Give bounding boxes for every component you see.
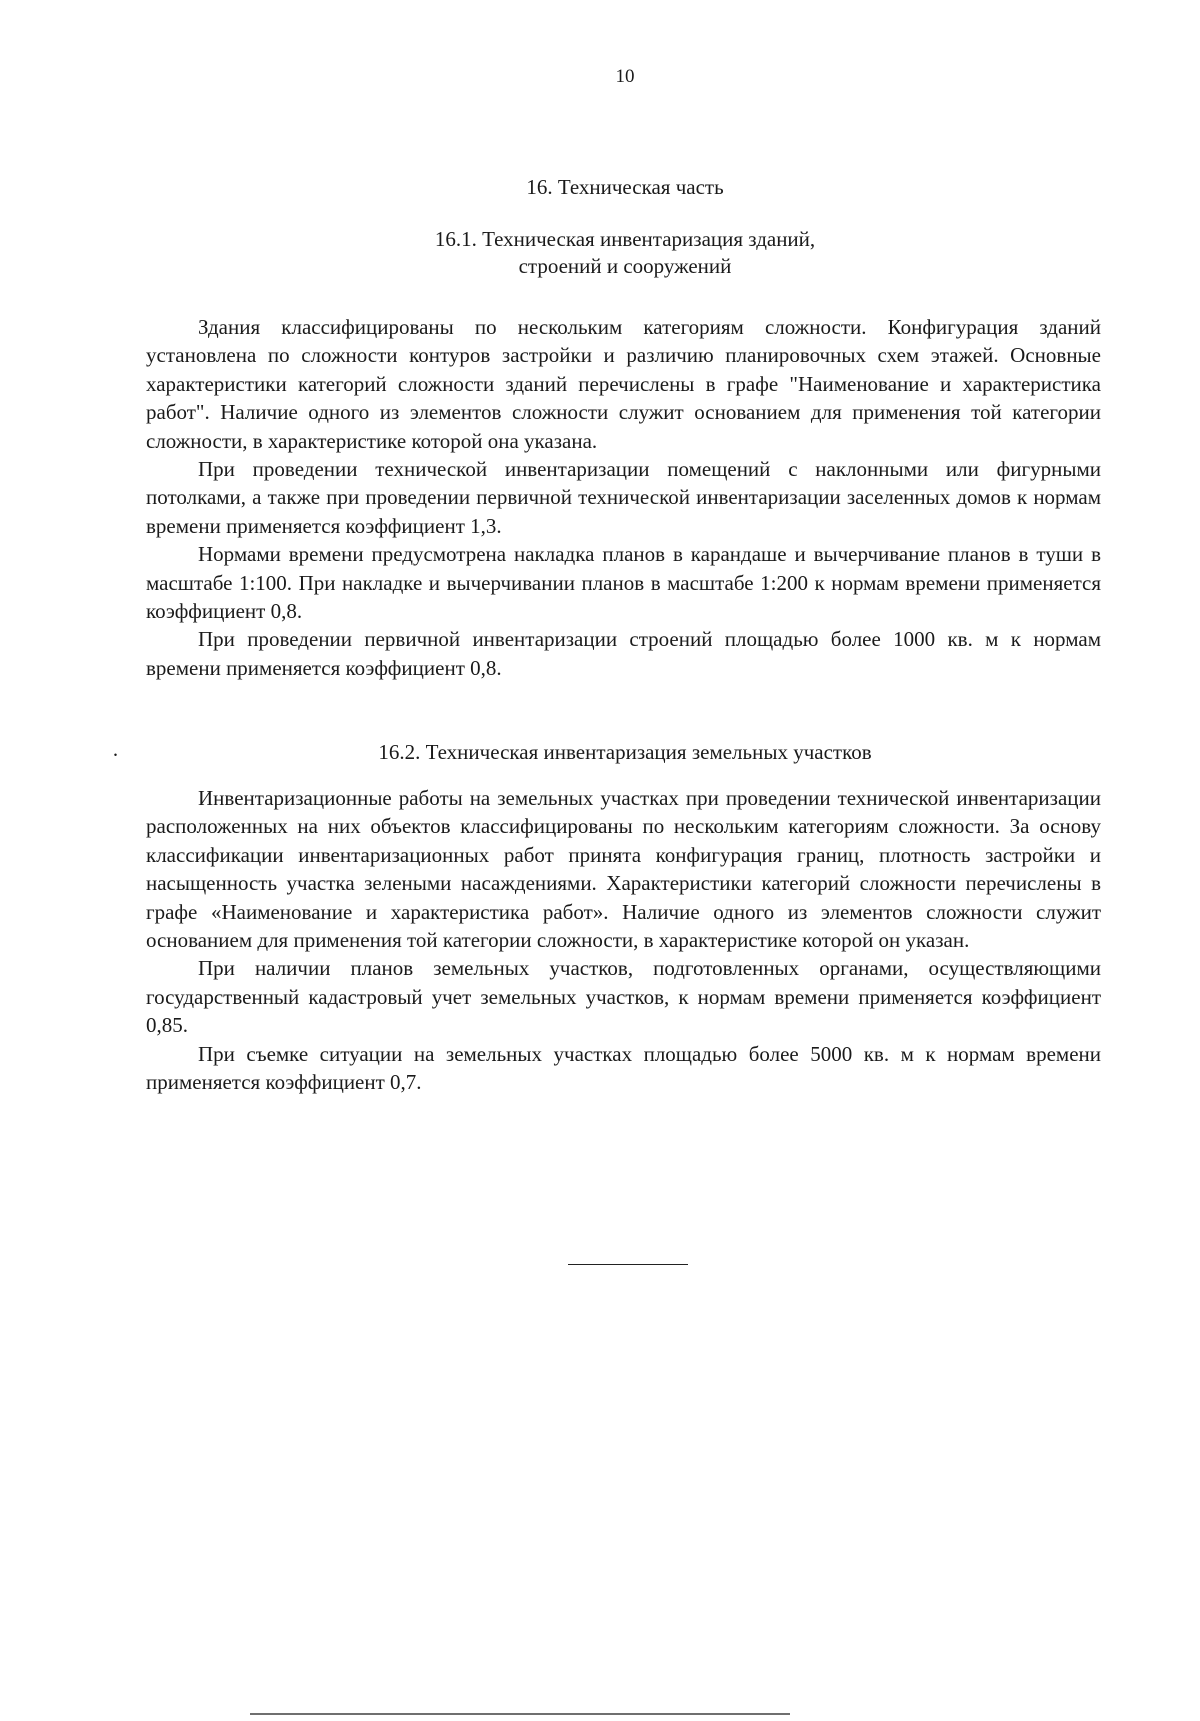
page-number: 10 bbox=[615, 66, 635, 87]
buildings-text-block bbox=[146, 313, 1101, 682]
paragraph: При наличии планов земельных участков, подготовленных органами, осуществляющими государственный кадастровый учет земельных участков, к нормам времени применяется коэффициент 0,85. bbox=[146, 956, 1101, 1038]
paragraph: Здания классифицированы по нескольким категориям сложности. Конфигурация зданий установлена по сложности контуров застройки и различию планировочных схем этажей. Основные характеристики категорий сложности зданий перечислены в графе "Наименование и характеристика работ". Наличие одного из элементов сложности служит основанием для применения той категории сложности, в характеристике которой она указана. bbox=[146, 315, 1101, 453]
end-of-section-rule bbox=[568, 1264, 688, 1265]
subsection-title-line: 16.1. Техническая инвентаризация зданий, bbox=[434, 227, 816, 251]
paragraph: Нормами времени предусмотрена накладка планов в карандаше и вычерчивание планов в туши в масштабе 1:100. При накладке и вычерчивании планов в масштабе 1:200 к нормам времени применяется коэффициент 0,8. bbox=[146, 542, 1101, 624]
subsection-title-land-plots: 16.2. Техническая инвентаризация земельных участков bbox=[378, 740, 872, 764]
paragraph: Инвентаризационные работы на земельных участках при проведении технической инвентаризации расположенных на них объектов классифицированы по нескольким категориям сложности. За основу классификации инвентаризационных работ принята конфигурация границ, плотность застройки и насыщенность участка зелеными насаждениями. Характеристики категорий сложности перечислены в графе «Наименование и характеристика работ». Наличие одного из элементов сложности служит основанием для применения той категории сложности, в характеристике которой он указан. bbox=[146, 786, 1101, 953]
land-plots-text-block bbox=[146, 784, 1101, 1096]
paragraph: При съемке ситуации на земельных участках площадью более 5000 кв. м к нормам времени применяется коэффициент 0,7. bbox=[146, 1041, 1101, 1095]
scan-edge-line bbox=[250, 1713, 790, 1715]
section-title: 16. Техническая часть bbox=[526, 175, 724, 199]
paragraph: При проведении технической инвентаризации помещений с наклонными или фигурными потолками, а также при проведении первичной технической инвентаризации заселенных домов к нормам времени применяется коэффициент 1,3. bbox=[146, 457, 1101, 538]
margin-dot-mark: · bbox=[112, 743, 119, 767]
subsection-title-line: строений и сооружений bbox=[518, 254, 732, 278]
paragraph: При проведении первичной инвентаризации строений площадью более 1000 кв. м к нормам времени применяется коэффициент 0,8. bbox=[146, 627, 1101, 680]
subsection-title-buildings bbox=[0, 226, 1200, 280]
